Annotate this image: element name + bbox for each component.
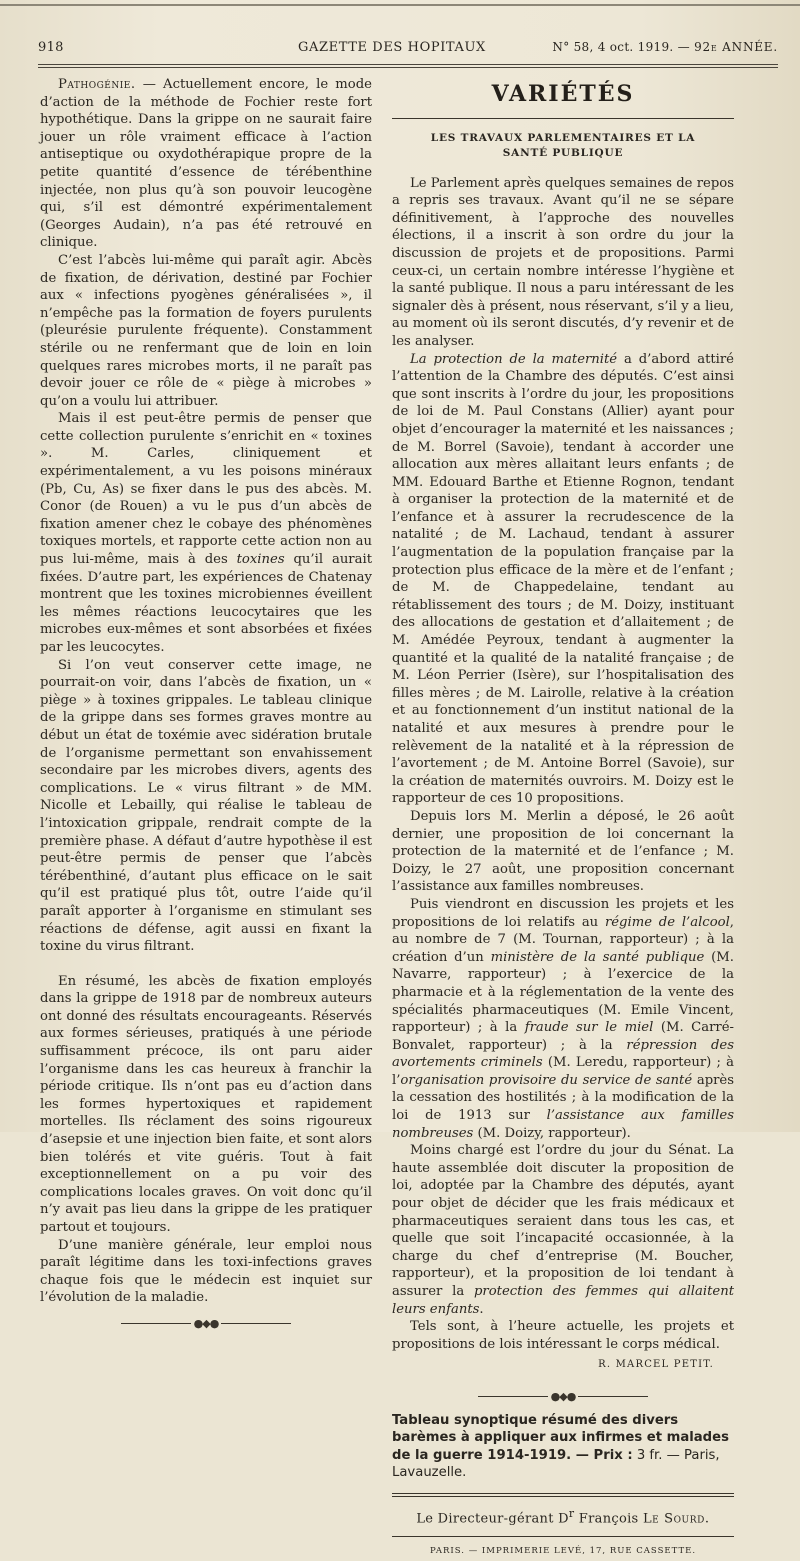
paragraph-text: qu’il aurait fixées. D’autre part, les expériences de Chatenay montrent que les toxines microbiennes éveillent les mêmes réactions leucocytaires que les microbes eux-mêmes et sont absorbées et fixées par les leucocytes. <box>40 552 372 655</box>
paragraph-senat <box>392 1142 734 1318</box>
paragraph-resume: En résumé, les abcès de fixation employés dans la grippe de 1918 par de nombreux auteurs ont donné des résultats encourageants. Réservés aux formes sérieuses, pratiqués à une période suffisamment précoce, ils ont paru aider l’organisme dans les cas heureux à franchir la période critique. Ils n’ont pas eu d’action dans les formes hypertoxiques et rapidement mortelles. Ils réclament des soins rigoureux d’asepsie et une injection bien faite, et sont alors bien tolérés et vite guéris. Tout à fait exceptionnellement on a pu voir des complications locales graves. On voit donc qu’il n’y avait pas lieu dans la grippe de les pratiquer partout et toujours. <box>40 973 372 1235</box>
italic-text: régime de l’alcool <box>604 914 730 930</box>
italic-text: ministère de la santé publique <box>490 949 705 965</box>
directeur-gerant <box>392 1505 734 1528</box>
section-rule <box>392 118 734 119</box>
header-rule-second <box>38 67 778 68</box>
spacer <box>40 956 372 973</box>
printer-imprint: PARIS. — IMPRIMERIE LEVÉ, 17, RUE CASSETTE. <box>429 1546 697 1557</box>
double-rule <box>392 1493 734 1497</box>
page-header <box>38 40 778 62</box>
end-ornament: ●◆● <box>40 1315 372 1333</box>
paragraph-merlin: Depuis lors M. Merlin a déposé, le 26 août dernier, une proposition de loi concernant la protection de la maternité et de l’enfance ; M. Doizy, le 27 août, une proposition concernant l’assistance aux familles nombreuses. <box>392 808 734 895</box>
paragraph-text: (M. Leredu, rapporteur) ; à l’ <box>392 1055 734 1088</box>
paragraph-text: , au nombre de 7 (M. Tournan, rapporteur) ; à la création d’un <box>392 914 734 965</box>
paragraph-text: . <box>479 1301 484 1317</box>
italic-text: La protection de la maternité <box>410 351 618 367</box>
right-column <box>392 76 734 1561</box>
article-title: LES TRAVAUX PARLEMENTAIRES ET LA SANTÉ PUBLIQUE <box>430 131 696 159</box>
italic-text: protection des femmes qui allaitent leurs enfants <box>392 1284 734 1317</box>
italic-text: répression des avortements criminels <box>392 1037 734 1071</box>
author-signature: R. MARCEL PETIT. <box>598 1359 714 1371</box>
paragraph-text: (M. Navarre, rapporteur) ; à l’exercice de la pharmacie et à la réglementation de la vente des spécialités pharmaceutiques (M. Emile Vincent, rapporteur) ; à la <box>392 949 734 1036</box>
announcement-title: Tableau synoptique résumé des divers barèmes à appliquer aux infirmes et malades de la guerre 1914-1919. — Prix : <box>392 1412 729 1463</box>
gerant-name: François <box>574 1511 643 1527</box>
paragraph-maternite <box>392 351 734 808</box>
italic-text: toxines <box>236 552 285 568</box>
paragraph-text: (M. Carré-Bonvalet, rapporteur) ; à la <box>392 1020 734 1053</box>
paragraph-piege: Si l’on veut conserver cette image, ne pourrait-on voir, dans l’abcès de fixation, un « piège » à toxines grippales. Le tableau clinique de la grippe dans ses formes graves montre au début un état de toxémie avec sidération brutale de l’organisme permettant son envahissement secondaire par les microbes divers, agents des complications. Le « virus filtrant » de MM. Nicolle et Lebailly, qui réalise le tableau de l’intoxication grippale, rendrait compte de la première phase. A défaut d’autre hypothèse il est peut-être permis de penser que l’abcès térébenthiné, d’autant plus efficace on le sait qu’il est pratiqué plus tôt, outre l’aide qu’il paraît apporter à l’organisme en stimulant ses réactions de défense, agit aussi en fixant la toxine du virus filtrant. <box>40 657 372 955</box>
italic-text: organisation provisoire du service de santé <box>400 1072 693 1088</box>
paragraph-toxines <box>40 410 372 656</box>
paragraph-conclusion: D’une manière générale, leur emploi nous paraît légitime dans les toxi-infections graves chaque fois que le médecin est inquiet sur l’évolution de la maladie. <box>40 1237 372 1306</box>
paragraph-text: après la cessation des hostilités ; à la modification de la loi de 1913 sur <box>392 1072 735 1124</box>
separator-ornament: ●◆● <box>392 1388 734 1406</box>
journal-title: GAZETTE DES HOPITAUX <box>298 40 486 55</box>
gerant-sup: r <box>568 1507 575 1521</box>
page-number: 918 <box>38 40 64 55</box>
paragraph-pathogenie <box>40 76 372 252</box>
gerant-prefix: Le Directeur-gérant D <box>416 1511 569 1527</box>
paragraph-text: Puis viendront en discussion les projets et les propositions de loi relatifs au <box>392 896 734 930</box>
issue-year: 92e ANNÉE. <box>694 40 778 54</box>
paragraph-projets <box>392 896 734 1142</box>
paragraph-abces: C’est l’abcès lui-même qui paraît agir. Abcès de fixation, de dérivation, destiné par Fochier aux « infections pyogènes généralisées », il n’empêche pas la formation de foyers purulents (pleurésie purulente fréquente). Constamment stérile ou ne renfermant que de loin en loin quelques rares microbes morts, il ne paraît pas devoir jouer ce rôle de « piège à microbes » qu’on a voulu lui attribuer. <box>40 252 372 409</box>
publication-announcement <box>392 1412 734 1482</box>
gerant-surname: Le Sourd. <box>642 1511 710 1527</box>
paragraph-text: Mais il est peut-être permis de penser que cette collection purulente s’enrichit en « toxines ». M. Carles, cliniquement et expérimentalement, a vu les poisons minéraux (Pb, Cu, As) se fixer dans le pus des abcès. M. Conor (de Rouen) a vu le pus d’un abcès de fixation amener chez le cobaye des phénomènes toxiques mortels, et rapporte cette action non au pus lui-même, mais à des <box>40 411 372 568</box>
top-border <box>0 4 800 6</box>
issue-date: N° 58, 4 oct. 1919. — <box>552 40 695 54</box>
paragraph-text: (M. Doizy, rapporteur). <box>473 1125 631 1141</box>
announcement-price: 3 fr. — Paris, Lavauzelle. <box>392 1447 720 1480</box>
italic-text: fraude sur le miel <box>524 1020 654 1036</box>
issue-info <box>552 40 778 54</box>
paragraph-text: — Actuellement encore, le mode d’action de la méthode de Fochier reste fort hypothétique. Dans la grippe on ne saurait faire jouer un rôle vraiment efficace à l’action antiseptique ou oxydothérapique propre de la petite quantité d’essence de térébenthine injectée, non plus qu’à son pouvoir leucogène qui, s’il est démontré expérimentalement (Georges Audain), n’a pas été retrouvé en clinique. <box>40 77 372 251</box>
paragraph-text: Moins chargé est l’ordre du jour du Sénat. La haute assemblée doit discuter la proposition de loi, adoptée par la Chambre des députés, ayant pour objet de décider que les frais médicaux et pharmaceutiques seraient dans tous les cas, et quelle que soit l’incapacité occasionnée, à la charge du chef d’entreprise (M. Boucher, rapporteur), et la proposition de loi tendant à assurer la <box>392 1143 734 1299</box>
paragraph-tels-sont: Tels sont, à l’heure actuelle, les projets et propositions de lois intéressant le corps médical. <box>392 1319 734 1352</box>
paragraph-parlement: Le Parlement après quelques semaines de repos a repris ses travaux. Avant qu’il ne se sépare définitivement, à l’approche des nouvelles élections, il a inscrit à son ordre du jour la discussion de projets et de propositions. Parmi ceux-ci, un certain nombre intéresse l’hygiène et la santé publique. Il nous a paru intéressant de les signaler dès à présent, nous réservant, s’il y a lieu, au moment où ils seront discutés, d’y revenir et de les analyser. <box>392 175 734 349</box>
left-column <box>40 76 372 1333</box>
paragraph-text: a d’abord attiré l’attention de la Chambre des députés. C’est ainsi que sont inscrits à l’ordre du jour, les propositions de loi de M. Paul Constans (Allier) ayant pour objet d’encourager la maternité et les naissances ; de M. Borrel (Savoie), tendant à accorder une allocation aux mères allaitant leurs enfants ; de MM. Edouard Barthe et Etienne Rognon, tendant à organiser la protection de la maternité et de l’enfance et à assurer la recrudescence de la natalité ; de M. Lachaud, tendant à assurer l’augmentation de la population française par la protection plus efficace de la mère et de l’enfant ; de M. de Chappedelaine, tendant au rétablissement des tours ; de M. Doizy, instituant des allocations de gestation et d’allaitement ; de M. Amédée Peyroux, tendant à augmenter la quantité et la qualité de la natalité française ; de M. Léon Perrier (Isère), sur l’hospitalisation des filles mères ; de M. Lairolle, relative à la création et au fonctionnement d’un institut national de la natalité et aux mesures à prendre pour le relèvement de la natalité et à la répression de l’avortement ; de M. Antoine Borrel (Savoie), sur la création de maternités ouvroirs. M. Doizy est le rapporteur de ces 10 propositions. <box>392 351 734 807</box>
section-title: VARIÉTÉS <box>491 81 635 107</box>
header-rule <box>38 64 778 65</box>
run-in-heading: Pathogénie. <box>58 77 136 92</box>
thin-rule <box>392 1536 734 1537</box>
italic-text: l’assistance aux familles nombreuses <box>392 1108 734 1141</box>
